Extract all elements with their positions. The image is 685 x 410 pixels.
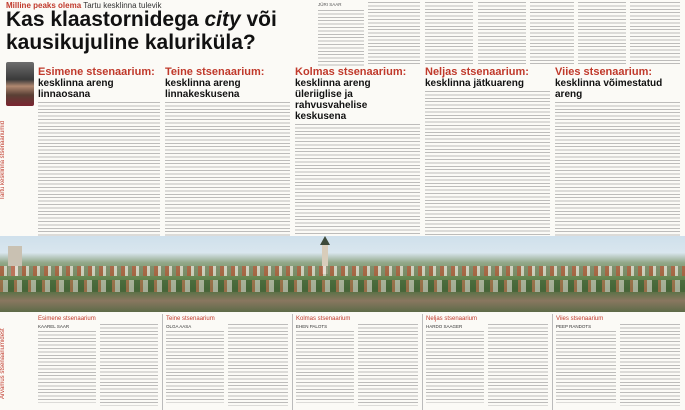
opinion-text <box>556 331 616 403</box>
intro-text-block <box>318 10 364 66</box>
scenario-section-4 <box>425 66 550 236</box>
column-divider <box>292 314 293 410</box>
intro-column-3 <box>425 2 473 64</box>
opinion-column-2b <box>228 324 288 410</box>
intro-column-5 <box>530 2 574 64</box>
intro-text-block <box>578 2 626 64</box>
section-title: Neljas stsenaarium: <box>425 66 529 78</box>
bottom-caption-1: Esimene stsenaarium <box>38 316 96 322</box>
intro-text-block <box>478 2 526 64</box>
scenario-section-1 <box>38 66 160 247</box>
section-body <box>165 102 290 247</box>
opinion-text <box>228 324 288 406</box>
intro-column-6 <box>578 2 626 64</box>
opinion-column-4a <box>426 324 484 410</box>
intro-column-2 <box>368 2 420 64</box>
section-body <box>555 102 680 247</box>
kicker-red: Milline peaks olema <box>6 1 82 10</box>
opinion-column-3b <box>358 324 418 410</box>
bottom-caption-5: Viies stsenaarium <box>556 316 604 322</box>
section-subtitle: kesklinna areng üleriiglise ja rahvusvahelise keskusena <box>295 78 371 122</box>
opinion-column-5b <box>620 324 680 410</box>
headline-part1: Kas klaastornidega <box>6 8 199 31</box>
author-portrait <box>6 62 34 106</box>
side-label-top: Tartu kesklinna stsenaariumid <box>0 120 6 200</box>
column-divider <box>422 314 423 410</box>
bottom-caption-2: Teine stsenaarium <box>166 316 215 322</box>
opinion-text <box>488 324 548 406</box>
opinion-text <box>358 324 418 406</box>
column-divider <box>162 314 163 410</box>
opinion-text <box>100 324 158 406</box>
intro-column-7 <box>630 2 680 64</box>
section-body <box>38 102 160 247</box>
tartu-panorama-photo <box>0 236 685 312</box>
opinion-text <box>426 331 484 403</box>
opinion-text <box>38 331 96 403</box>
opinion-text <box>296 331 354 403</box>
column-divider <box>552 314 553 410</box>
opinion-column-1b <box>100 324 158 410</box>
section-subtitle: kesklinna jätkuareng <box>425 78 524 89</box>
bottom-caption-4: Neljas stsenaarium <box>426 316 478 322</box>
section-subtitle: kesklinna võimestatud areng <box>555 78 663 100</box>
opinion-column-1a <box>38 324 96 410</box>
rooftops-shape <box>0 266 685 276</box>
intro-text-block <box>425 2 473 64</box>
opinion-column-4b <box>488 324 548 410</box>
bottom-caption-3: Kolmas stsenaarium <box>296 316 351 322</box>
opinion-column-3a <box>296 324 354 410</box>
scenario-section-3 <box>295 66 420 258</box>
opinion-byline: OLGA AASA <box>166 324 192 329</box>
opinion-column-2a <box>166 324 224 410</box>
opinion-byline: PEEP RANDOTS <box>556 324 592 329</box>
section-title: Viies stsenaarium: <box>555 66 653 78</box>
section-subtitle: kesklinna areng linnaosana <box>38 78 114 100</box>
opinion-byline: EHEN PALOTS <box>296 324 328 329</box>
intro-text-block <box>630 2 680 64</box>
scenario-section-5 <box>555 66 680 247</box>
page-title <box>6 8 311 54</box>
intro-column-4 <box>478 2 526 64</box>
opinion-column-5a <box>556 324 616 410</box>
intro-text-block <box>368 2 420 64</box>
headline-part2: või kausikujuline kaluriküla? <box>6 8 277 54</box>
section-title: Esimene stsenaarium: <box>38 66 155 78</box>
opinion-text <box>166 331 224 403</box>
intro-column-1 <box>318 2 364 66</box>
kicker-topic: Tartu kesklinna tulevik <box>83 1 162 10</box>
side-label-bottom: Arvamus stsenaariumidest <box>0 328 6 400</box>
section-subtitle: kesklinna areng linnakeskusena <box>165 78 241 100</box>
section-body <box>425 91 550 236</box>
section-title: Kolmas stsenaarium: <box>295 66 407 78</box>
opinion-text <box>620 324 680 406</box>
intro-byline: JÜRI SAAR <box>318 2 342 7</box>
scenario-section-2 <box>165 66 290 247</box>
intro-text-block <box>530 2 574 64</box>
section-title: Teine stsenaarium: <box>165 66 265 78</box>
opinion-byline: KAAREL SAAR <box>38 324 70 329</box>
opinion-byline: HARDO SAAGER <box>426 324 463 329</box>
rooftops-shape <box>0 280 685 292</box>
headline-em: city <box>204 8 241 31</box>
